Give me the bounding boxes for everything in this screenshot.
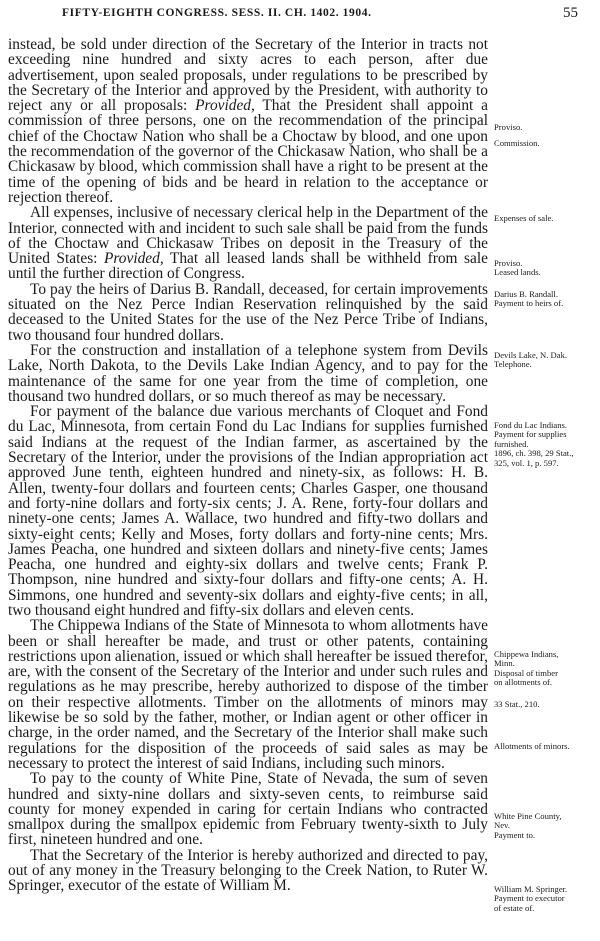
margin-note-white-pine <box>494 812 596 840</box>
paragraph-springer-executor: That the Secretary of the Interior is hereby authorized and directed to pay, out of any money in the Treasury belonging to the Creek Nation, to Ruter W. Springer, executor of the estate of William M. <box>8 846 488 895</box>
paragraph-white-pine-county: To pay to the county of White Pine, State of Nevada, the sum of seven hundred and sixty-nine dollars and sixty-seven cents, to reimburse said county for money expended in caring for certain Indians who contracted smallpox during the smallpox epidemic from February twenty-sixth to July first, nineteen hundred and one. <box>8 770 488 849</box>
page-number: 55 <box>563 5 578 21</box>
margin-note-line: Allotments of minors. <box>494 741 570 751</box>
margin-note-line: Payment for supplies <box>494 429 567 440</box>
margin-note-line: Fond du Lac Indians. <box>494 420 568 430</box>
paragraph-randall-heirs: To pay the heirs of Darius B. Randall, deceased, for certain improvements situated on the Nez Perce Indian Reservation relinquished by the said deceased to the United States for the use of the Nez Perce Tribe of Indians, two thousand four hundred dollars. <box>8 280 488 344</box>
main-text-column <box>8 37 488 894</box>
margin-note-33-stat <box>494 700 596 709</box>
proviso-italic: Provided, <box>195 97 255 115</box>
margin-note-line: White Pine County, <box>494 811 562 821</box>
margin-note-line: Commission. <box>494 138 540 148</box>
margin-note-darius-randall <box>494 290 596 309</box>
margin-note-proviso-leased-lands <box>494 259 596 278</box>
margin-note-line: Nev. <box>494 820 510 831</box>
margin-note-line: furnished. <box>494 438 529 449</box>
margin-note-line: 1896, ch. 398, 29 Stat., <box>494 448 574 459</box>
proviso-italic: Provided, <box>103 250 164 268</box>
paragraph-fond-du-lac-payment: For payment of the balance due various merchants of Cloquet and Fond du Lac, Minnesota, from certain Fond du Lac Indians for supplies furnished said Indians at the request of the Indian farmer, as ascertained by the Secretary of the Interior, under the provisions of the Indian appropriation act approved June tenth, eighteen hundred and ninety-six, as follows: H. B. Allen, twenty-four dollars and fourteen cents; Charles Gasper, one thousand and forty-nine dollars and forty-six cents; J. A. Rene, forty-four dollars and ninety-one cents; James A. Wallace, two hundred and fifty-two dollars and sixty-eight cents; Kelly and Moses, forty dollars and forty-nine cents; Mrs. James Peacha, one hundred and sixteen dollars and ninety-five cents; James Peacha, one hundred and eighty-six dollars and twelve cents; Frank P. Thompson, nine hundred and sixty-four dollars and fifty-one cents; A. H. Simmons, one hundred and seventy-six dollars and eighty-five cents; in all, two thousand eight hundred and fifty-six dollars and eleven cents. <box>8 403 488 619</box>
margin-note-proviso <box>494 123 596 132</box>
margin-note-chippewa <box>494 650 596 688</box>
margin-note-line: William M. Springer. <box>494 884 568 894</box>
paragraph-chippewa-timber: The Chippewa Indians of the State of Minnesota to whom allotments have been or shall hereafter be made, and trust or other patents, containing restrictions upon alienation, issued or which shall hereafter be issued therefor, are, with the consent of the Secretary of the Interior and under such rules and regulations as he may prescribe, hereby authorized to dispose of the timber on their respective allotments. Timber on the allotments of minors may likewise be so sold by the father, mother, or Indian agent or other officer in charge, in the order named, and the Secretary of the Interior shall make such regulations for the disposition of the proceeds of said sales as may be necessary to protect the interest of said Indians, including such minors. <box>8 617 488 772</box>
paragraph-expenses-of-sale <box>8 205 488 281</box>
margin-note-line: Leased lands. <box>494 267 541 278</box>
margin-note-line: Darius B. Randall. <box>494 289 558 299</box>
paragraph-text: That the President shall appoint a commission of three persons, one on the recommendation of the principal chief of the Choctaw Nation who shall be a Choctaw by blood, and one upon the recommendation of the governor of the Chickasaw Nation, who shall be a Chickasaw by blood, which commission shall have a right to be present at the time of the opening of bids and be heard in relation to the acceptance or rejection thereof. <box>8 97 489 206</box>
margin-notes <box>494 0 596 941</box>
margin-note-line: Payment to executor <box>494 893 565 904</box>
paragraph-text: All expenses, inclusive of necessary clerical help in the Department of the Interior, connected with and incident to such sale shall be paid from the funds of the Choctaw and Chickasaw Tribes on deposit in the Treasury of the United States: <box>8 204 488 268</box>
margin-note-line: Proviso. <box>494 258 523 268</box>
paragraph-text: That all leased lands shall be withheld from sale until the further direction of Congress. <box>8 250 488 283</box>
margin-note-line: 33 Stat., 210. <box>494 699 540 709</box>
margin-note-line: Payment to heirs of. <box>494 298 564 309</box>
running-head: FIFTY-EIGHTH CONGRESS. SESS. II. CH. 1402. 1904. <box>62 7 372 19</box>
margin-note-line: Expenses of sale. <box>494 213 554 223</box>
margin-note-line: of estate of. <box>494 902 535 913</box>
margin-note-fond-du-lac <box>494 421 596 468</box>
margin-note-line: 325, vol. 1, p. 597. <box>494 457 559 468</box>
margin-note-line: on allotments of. <box>494 677 552 688</box>
margin-note-line: Disposal of timber <box>494 667 558 678</box>
margin-note-line: Minn. <box>494 658 515 669</box>
margin-note-allotments-of-minors <box>494 742 596 751</box>
margin-note-william-springer <box>494 885 596 913</box>
margin-note-line: Chippewa Indians, <box>494 649 559 659</box>
margin-note-devils-lake <box>494 351 596 370</box>
margin-note-line: Proviso. <box>494 122 523 132</box>
margin-note-line: Devils Lake, N. Dak. <box>494 350 568 360</box>
margin-note-commission <box>494 139 596 148</box>
margin-note-expenses-of-sale <box>494 214 596 223</box>
paragraph-devils-lake-telephone: For the construction and installation of a telephone system from Devils Lake, North Dakota, to the Devils Lake Indian Agency, and to pay for the maintenance of the same for one year from the time of completion, one thousand two hundred dollars, or so much thereof as may be necessary. <box>8 341 488 405</box>
paragraph-text: instead, be sold under direction of the Secretary of the Interior in tracts not exceeding nine hundred and sixty acres to each person, after due advertisement, upon sealed proposals, under regulations to be prescribed by the Secretary of the Interior and approved by the President, with authority to reject any or all proposals: <box>8 36 488 115</box>
paragraph-choctaw-land-sale <box>8 37 488 205</box>
margin-note-line: Telephone. <box>494 359 532 370</box>
margin-note-line: Payment to. <box>494 829 536 840</box>
